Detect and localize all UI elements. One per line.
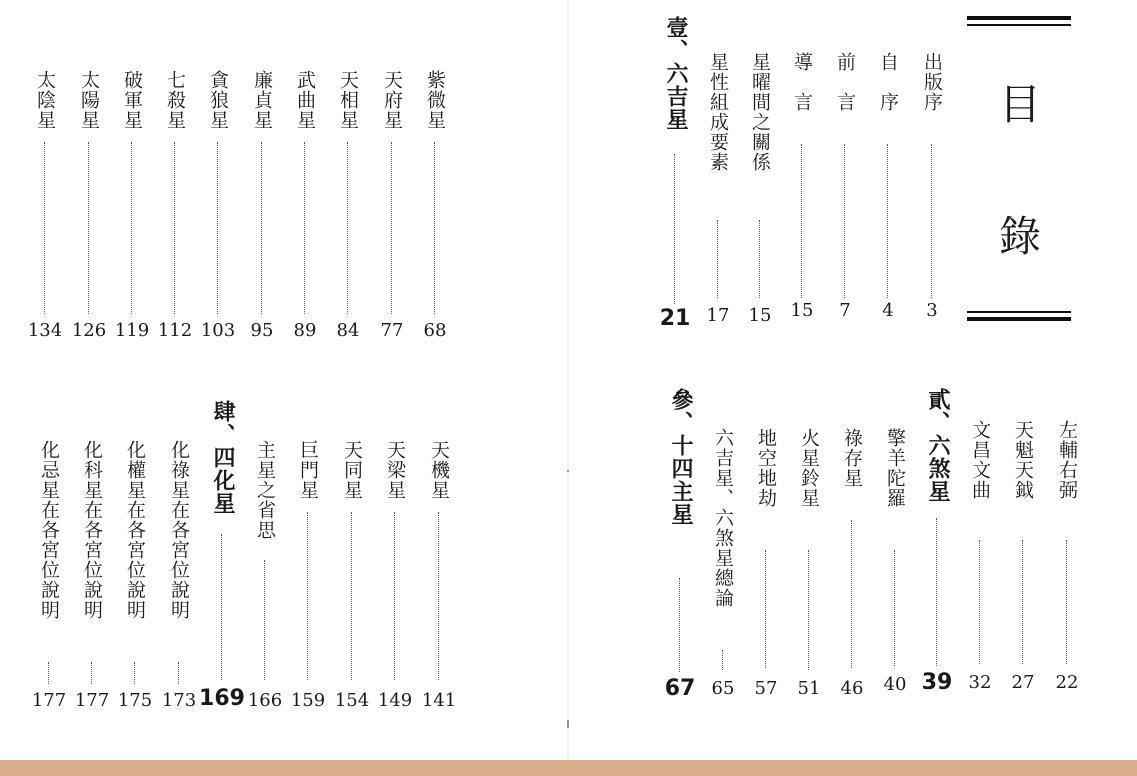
toc-entry[interactable]	[794, 428, 824, 700]
toc-entry-page: 3	[926, 300, 938, 321]
leader-dots	[48, 662, 49, 684]
toc-entry-label: 化祿星在各宮位說明	[168, 440, 190, 620]
toc-entry-label: 天魁天鉞	[1012, 420, 1034, 500]
leader-dots	[722, 650, 723, 670]
leader-dots	[134, 662, 135, 684]
toc-entry[interactable]	[290, 440, 326, 712]
toc-section-heading[interactable]	[199, 400, 245, 712]
leader-dots	[261, 142, 262, 314]
toc-section-page: 169	[199, 686, 245, 711]
toc-entry-page: 95	[250, 320, 274, 341]
toc-entry[interactable]	[157, 70, 193, 350]
leader-dots	[307, 512, 308, 680]
toc-entry-page: 177	[31, 690, 67, 711]
toc-entry-label: 自 序	[877, 52, 899, 112]
toc-entry[interactable]	[31, 440, 67, 712]
leader-dots	[394, 512, 395, 680]
toc-entry-page: 134	[27, 320, 63, 341]
leader-dots	[438, 512, 439, 680]
toc-entry-label: 祿存星	[841, 428, 863, 488]
toc-entry-label: 擎羊陀羅	[884, 428, 906, 508]
toc-section-heading[interactable]	[665, 388, 695, 700]
toc-entry-label: 化忌星在各宮位說明	[38, 440, 60, 620]
leader-dots	[91, 662, 92, 684]
toc-entry-label: 太陰星	[34, 70, 56, 130]
toc-entry-page: 22	[1055, 672, 1079, 693]
leader-dots	[347, 142, 348, 314]
leader-dots	[674, 154, 675, 304]
toc-entry[interactable]	[161, 440, 197, 712]
toc-entry-page: 84	[336, 320, 360, 341]
toc-entry-page: 154	[334, 690, 370, 711]
toc-entry[interactable]	[703, 52, 733, 344]
leader-dots	[351, 512, 352, 680]
leader-dots	[808, 550, 809, 670]
leader-dots	[931, 144, 932, 298]
leader-dots	[44, 142, 45, 314]
toc-entry-label: 廉貞星	[251, 70, 273, 130]
leader-dots	[765, 550, 766, 668]
toc-entry-label: 天相星	[337, 70, 359, 130]
toc-entry-label: 天府星	[381, 70, 403, 130]
toc-entry-page: 4	[882, 300, 894, 321]
toc-section-page: 21	[659, 306, 691, 331]
leader-dots	[1022, 540, 1023, 664]
toc-entry[interactable]	[420, 70, 450, 350]
scanner-edge	[0, 760, 1137, 776]
toc-entry[interactable]	[837, 428, 867, 700]
toc-entry[interactable]	[917, 52, 947, 344]
toc-entry[interactable]	[377, 440, 413, 712]
toc-entry-page: 7	[839, 300, 851, 321]
heading-rule-bottom-thin	[967, 311, 1071, 313]
toc-entry-page: 149	[377, 690, 413, 711]
toc-entry[interactable]	[965, 420, 995, 700]
toc-entry-label: 前 言	[834, 52, 856, 112]
toc-section-label: 肆、四化星	[210, 400, 235, 515]
toc-entry[interactable]	[873, 52, 903, 344]
leader-dots	[88, 142, 89, 314]
toc-entry-label: 導 言	[791, 52, 813, 112]
toc-entry-page: 65	[711, 678, 735, 699]
leader-dots	[679, 578, 680, 672]
toc-entry-page: 89	[293, 320, 317, 341]
toc-heading-char-2: 錄	[998, 212, 1041, 261]
toc-entry-label: 星曜間之關係	[749, 52, 771, 172]
toc-entry[interactable]	[787, 52, 817, 344]
toc-entry-label: 貪狼星	[207, 70, 229, 130]
leader-dots	[801, 144, 802, 298]
toc-entry[interactable]	[247, 440, 283, 712]
toc-entry-page: 141	[421, 690, 457, 711]
toc-entry-page: 17	[706, 305, 730, 326]
leader-dots	[304, 142, 305, 314]
leader-dots	[887, 144, 888, 298]
scan-speck	[567, 470, 569, 472]
toc-section-heading[interactable]	[922, 388, 952, 700]
toc-entry[interactable]	[745, 52, 775, 344]
toc-entry-page: 15	[748, 305, 772, 326]
book-gutter	[567, 0, 569, 762]
toc-entry[interactable]	[830, 52, 860, 344]
leader-dots	[264, 560, 265, 680]
toc-entry-label: 出版序	[921, 52, 943, 112]
toc-entry-label: 紫微星	[424, 70, 446, 130]
leader-dots	[434, 142, 435, 314]
toc-section-label: 壹、六吉星	[663, 16, 688, 131]
toc-entry-page: 68	[423, 320, 447, 341]
toc-entry-page: 40	[883, 674, 907, 695]
toc-entry[interactable]	[247, 70, 277, 350]
toc-entry[interactable]	[71, 70, 107, 350]
toc-entry-page: 57	[754, 678, 778, 699]
leader-dots	[221, 534, 222, 680]
toc-entry[interactable]	[117, 440, 153, 712]
toc-entry-page: 32	[968, 672, 992, 693]
leader-dots	[391, 142, 392, 314]
toc-entry-label: 武曲星	[294, 70, 316, 130]
toc-entry[interactable]	[200, 70, 236, 350]
toc-entry[interactable]	[377, 70, 407, 350]
toc-entry[interactable]	[27, 70, 63, 350]
toc-entry-page: 126	[71, 320, 107, 341]
toc-entry-page: 51	[797, 678, 821, 699]
toc-entry[interactable]	[751, 428, 781, 700]
toc-section-label: 參、十四主星	[668, 388, 693, 526]
toc-entry-label: 主星之省思	[254, 440, 276, 540]
leader-dots	[894, 550, 895, 666]
toc-entry-label: 太陽星	[78, 70, 100, 130]
toc-entry-label: 六吉星、六煞星總論	[712, 428, 734, 608]
toc-heading-char-1: 目	[998, 80, 1041, 129]
toc-entry-page: 166	[247, 690, 283, 711]
leader-dots	[844, 144, 845, 298]
heading-rule-bottom-thick	[967, 317, 1071, 321]
toc-entry-page: 173	[161, 690, 197, 711]
toc-entry-page: 103	[200, 320, 236, 341]
leader-dots	[1066, 540, 1067, 664]
toc-entry-label: 火星鈴星	[798, 428, 820, 508]
toc-section-label: 貳、六煞星	[925, 388, 950, 503]
toc-entry[interactable]	[708, 428, 738, 700]
toc-entry-label: 破軍星	[121, 70, 143, 130]
leader-dots	[759, 220, 760, 298]
toc-section-heading[interactable]	[660, 16, 690, 336]
leader-dots	[717, 220, 718, 298]
toc-entry-page: 119	[114, 320, 150, 341]
toc-entry-label: 七殺星	[164, 70, 186, 130]
toc-entry-page: 77	[380, 320, 404, 341]
heading-rule-top-thick	[967, 16, 1071, 20]
toc-entry-label: 巨門星	[297, 440, 319, 500]
leader-dots	[851, 520, 852, 668]
toc-entry-label: 化權星在各宮位說明	[124, 440, 146, 620]
toc-entry[interactable]	[1008, 420, 1038, 700]
leader-dots	[178, 662, 179, 684]
leader-dots	[174, 142, 175, 314]
toc-entry-page: 46	[840, 678, 864, 699]
toc-entry-label: 天梁星	[384, 440, 406, 500]
toc-entry[interactable]	[334, 440, 370, 712]
toc-entry-page: 177	[74, 690, 110, 711]
toc-entry[interactable]	[290, 70, 320, 350]
toc-entry-label: 地空地劫	[755, 428, 777, 508]
toc-entry[interactable]	[114, 70, 150, 350]
toc-entry[interactable]	[880, 428, 910, 700]
toc-entry-page: 112	[157, 320, 193, 341]
scan-speck	[567, 720, 569, 728]
toc-entry[interactable]	[1052, 420, 1082, 700]
toc-entry[interactable]	[74, 440, 110, 712]
toc-entry-label: 天同星	[341, 440, 363, 500]
toc-entry-label: 文昌文曲	[969, 420, 991, 500]
toc-entry-label: 星性組成要素	[707, 52, 729, 172]
toc-entry-page: 27	[1011, 672, 1035, 693]
toc-entry-label: 左輔右弼	[1056, 420, 1078, 500]
leader-dots	[979, 540, 980, 664]
toc-entry-page: 175	[117, 690, 153, 711]
toc-section-page: 67	[664, 676, 696, 701]
heading-rule-top-thin	[967, 24, 1071, 26]
leader-dots	[131, 142, 132, 314]
toc-section-page: 39	[921, 670, 953, 695]
toc-entry[interactable]	[421, 440, 457, 712]
leader-dots	[217, 142, 218, 314]
toc-entry-label: 化科星在各宮位說明	[81, 440, 103, 620]
toc-entry-page: 15	[790, 300, 814, 321]
toc-entry-label: 天機星	[428, 440, 450, 500]
toc-entry[interactable]	[333, 70, 363, 350]
toc-entry-page: 159	[290, 690, 326, 711]
leader-dots	[936, 518, 937, 666]
